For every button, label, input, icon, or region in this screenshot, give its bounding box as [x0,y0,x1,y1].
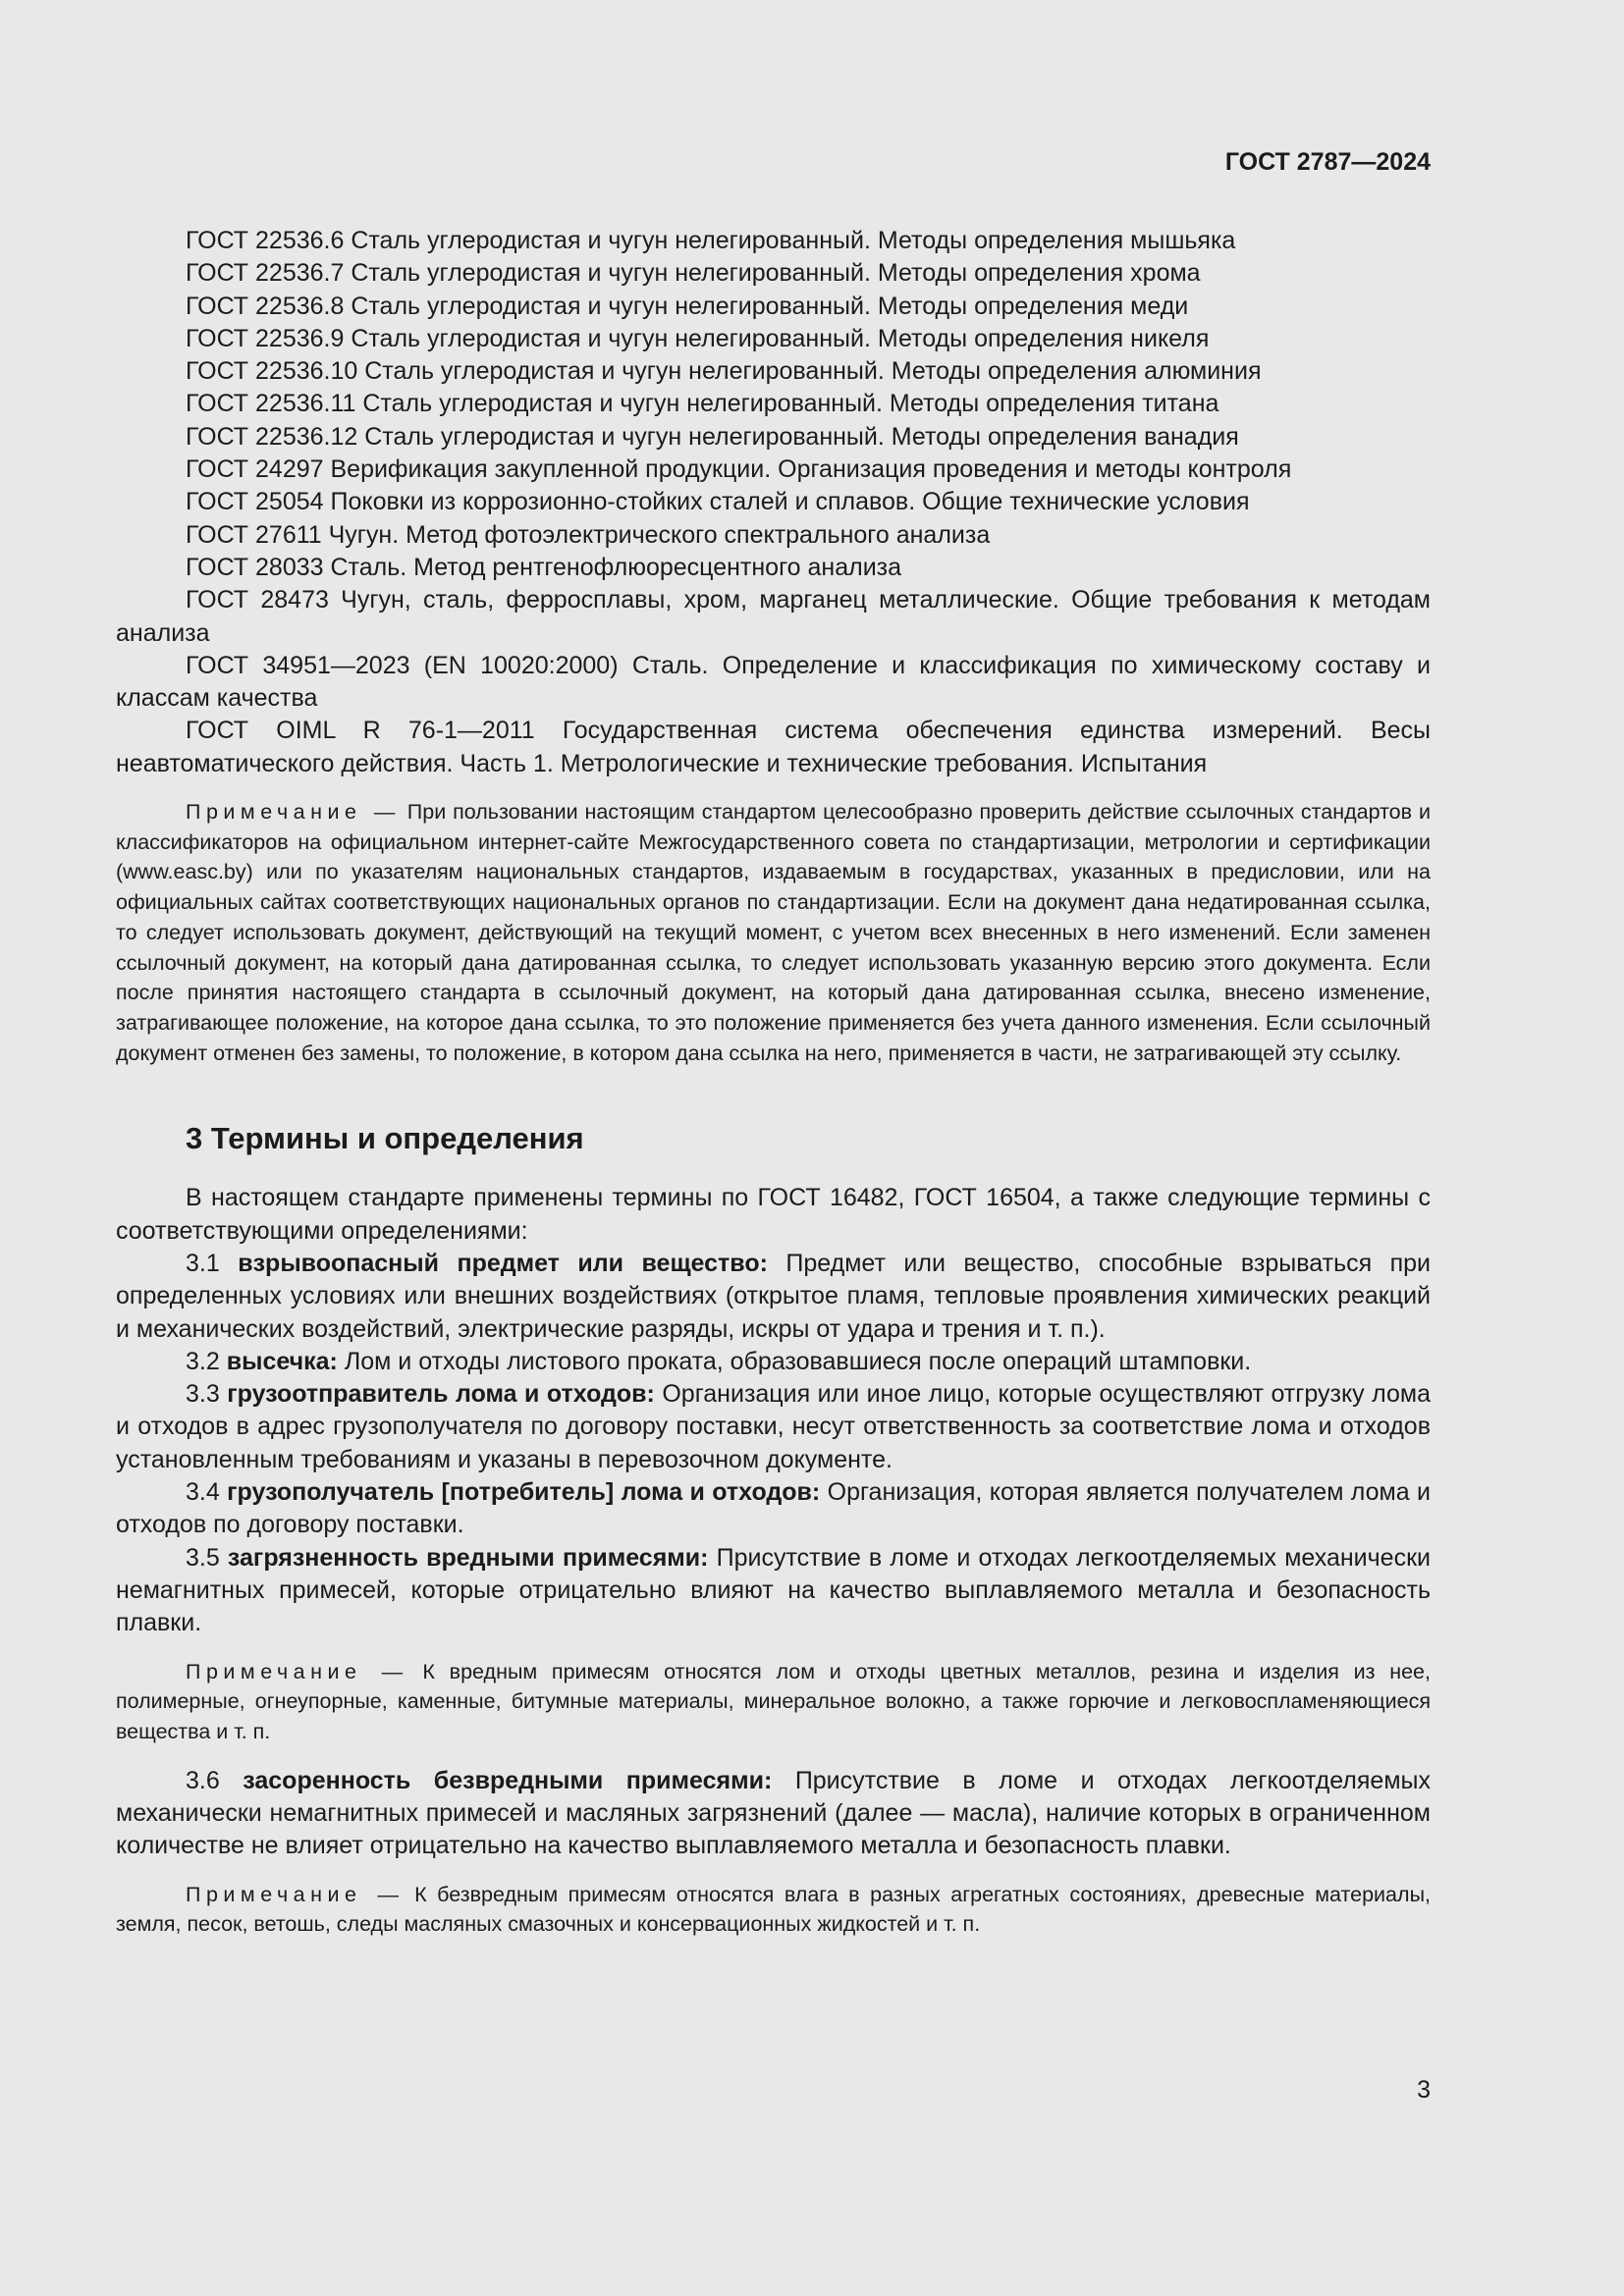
term-number: 3.5 [186,1543,220,1572]
term-text: Предмет или вещество, способные взрываться при определенных условиях или внешних воздействиях (открытое пламя, тепловые проявления химических реакций и механических воздействий, электрические разряды, искры от удара и трения и т. п.). [116,1249,1432,1343]
term-name: грузополучатель [потребитель] лома и отходов: [227,1478,821,1507]
term-definition [116,1476,1431,1542]
term-definition [116,1765,1431,1863]
term-definition [116,1378,1431,1476]
reference-item: ГОСТ 34951—2023 (EN 10020:2000) Сталь. Определение и классификация по химическому составу и классам качества [116,651,1431,713]
term-number: 3.6 [186,1766,220,1794]
reference-list [116,225,1431,780]
term-name: высечка: [226,1347,338,1375]
term-definition [116,1248,1431,1346]
reference-item: ГОСТ 22536.12 Сталь углеродистая и чугун нелегированный. Методы определения ванадия [186,422,1239,451]
term-definition [116,1346,1431,1378]
note-label: Примечание — [186,1882,405,1906]
term-name: грузоотправитель лома и отходов: [227,1380,655,1409]
reference-item: ГОСТ 22536.8 Сталь углеродистая и чугун нелегированный. Методы определения меди [186,292,1189,320]
section-title: 3 Термины и определения [186,1121,584,1156]
term-definition [116,1542,1431,1640]
term-name: загрязненность вредными примесями: [227,1543,709,1572]
term-text: Присутствие в ломе и отходах легкоотделяемых механически немагнитных примесей, которые отрицательно влияют на качество выплавляемого металла и безопасность плавки. [116,1543,1431,1637]
term-number: 3.4 [186,1478,220,1507]
reference-item: ГОСТ 22536.10 Сталь углеродистая и чугун нелегированный. Методы определения алюминия [186,357,1262,386]
document-header: ГОСТ 2787—2024 [1224,148,1431,176]
reference-item: ГОСТ 22536.9 Сталь углеродистая и чугун нелегированный. Методы определения никеля [186,324,1210,352]
term-text: Лом и отходы листового проката, образовавшиеся после операций штамповки. [344,1347,1252,1375]
note-text: При пользовании настоящим стандартом целесообразно проверить действие ссылочных стандартов и классификаторов на официальном интернет-сайте Межгосударственного совета по стандартизации, метрологии и сертификации (www.easc.by) или по указателям национальных стандартов, издаваемым в государствах, указанных в предисловии, или на официальных сайтах соответствующих национальных органов по стандартизации. Если на документ дана недатированная ссылка, то следует использовать документ, действующий на текущий момент, с учетом всех внесенных в него изменений. Если заменен ссылочный документ, на который дана датированная ссылка, то следует использовать указанную версию этого документа. Если после принятия настоящего стандарта в ссылочный документ, на который дана датированная ссылка, внесено изменение, затрагивающее положение, на которое дана ссылка, то это положение применяется без учета данного изменения. Если ссылочный документ отменен без замены, то положение, в котором дана ссылка на него, применяется в части, не затрагивающей эту ссылку. [116,800,1431,1065]
reference-item: ГОСТ 24297 Верификация закупленной продукции. Организация проведения и методы контроля [186,455,1292,484]
term-text: Организация, которая является получателем лома и отходов по договору поставки. [116,1478,1431,1539]
reference-item: ГОСТ 28473 Чугун, сталь, ферросплавы, хром, марганец металлические. Общие требования к методам анализа [116,586,1431,647]
reference-item: ГОСТ 28033 Сталь. Метод рентгенофлюоресцентного анализа [186,553,902,581]
page-number: 3 [1417,2076,1431,2104]
term-name: засоренность безвредными примесями: [243,1766,773,1794]
reference-item: ГОСТ OIML R 76-1—2011 Государственная система обеспечения единства измерений. Весы неавтоматического действия. Часть 1. Метрологические и технические требования. Испытания [116,717,1431,777]
term-text: Присутствие в ломе и отходах легкоотделяемых механически немагнитных примесей и масляных загрязнений (далее — масла), наличие которых в ограниченном количестве не влияет отрицательно на качество выплавляемого металла и безопасность плавки. [116,1766,1431,1860]
note-label: Примечание — [186,1659,408,1683]
term-name: взрывоопасный предмет или вещество: [238,1249,768,1277]
term-note [116,1657,1431,1747]
reference-item: ГОСТ 22536.11 Сталь углеродистая и чугун нелегированный. Методы определения титана [186,390,1219,418]
term-note [116,1880,1431,1940]
term-text: Организация или иное лицо, которые осуществляют отгрузку лома и отходов в адрес грузополучателя по договору поставки, несут ответственность за соответствие лома и отходов установленным требованиям и указаны в перевозочном документе. [116,1380,1432,1473]
section-intro: В настоящем стандарте применены термины по ГОСТ 16482, ГОСТ 16504, а также следующие термины с соответствующими определениями: [116,1184,1431,1245]
note-text: К вредным примесям относятся лом и отходы цветных металлов, резина и изделия из нее, полимерные, огнеупорные, каменные, битумные материалы, минеральное волокно, а также горючие и легковоспламеняющиеся вещества и т. п. [116,1659,1431,1743]
reference-item: ГОСТ 22536.6 Сталь углеродистая и чугун нелегированный. Методы определения мышьяка [186,227,1236,254]
reference-item: ГОСТ 25054 Поковки из коррозионно-стойких сталей и сплавов. Общие технические условия [186,488,1250,516]
term-number: 3.2 [186,1347,220,1375]
page-content [116,225,1431,1957]
reference-item: ГОСТ 22536.7 Сталь углеродистая и чугун нелегированный. Методы определения хрома [186,259,1201,288]
term-number: 3.3 [186,1380,220,1409]
note-label: Примечание — [186,800,401,825]
note-text: К безвредным примесям относятся влага в разных агрегатных состояниях, древесные материалы, земля, песок, ветошь, следы масляных смазочных и консервационных жидкостей и т. п. [116,1882,1431,1937]
term-number: 3.1 [186,1249,220,1277]
reference-item: ГОСТ 27611 Чугун. Метод фотоэлектрического спектрального анализа [186,520,991,549]
references-note [116,797,1431,1068]
